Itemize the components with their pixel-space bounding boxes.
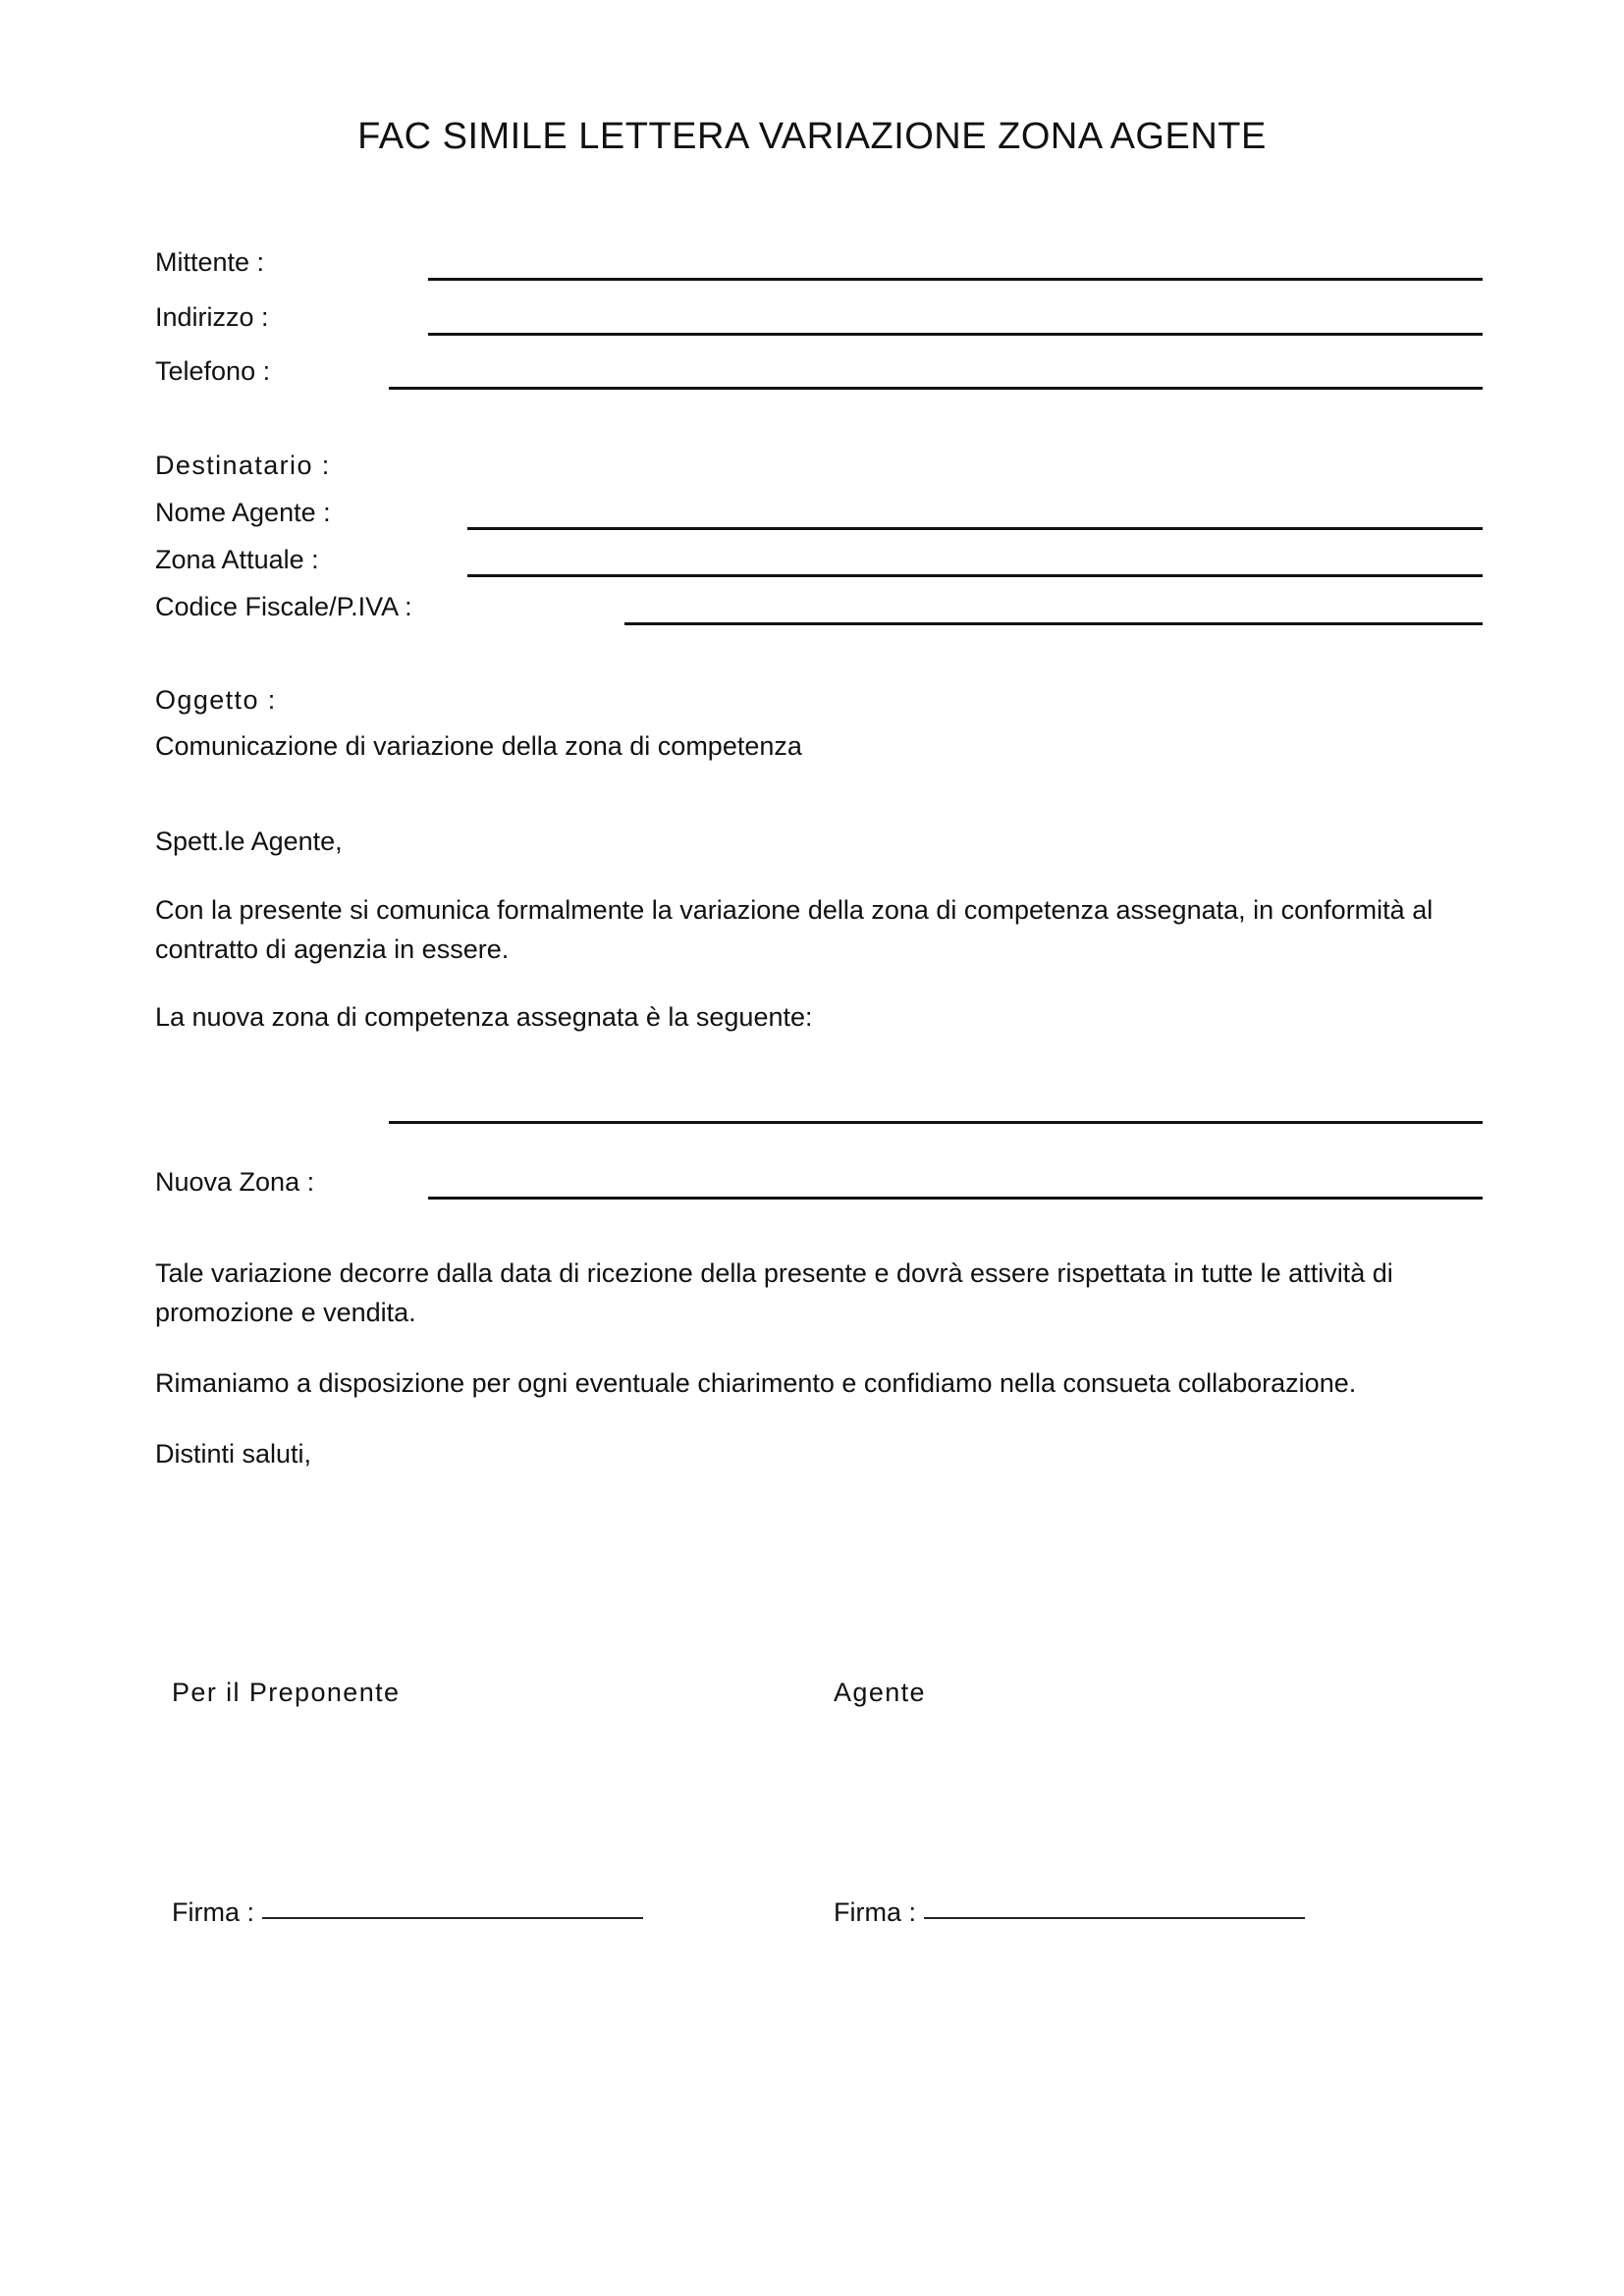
body-paragraph-2: La nuova zona di competenza assegnata è la seguente: xyxy=(155,1002,813,1032)
nuova-zona-field-line[interactable] xyxy=(428,1197,1483,1200)
codice-fiscale-field-line[interactable] xyxy=(624,622,1483,625)
indirizzo-label: Indirizzo : xyxy=(155,302,269,332)
oggetto-text: Comunicazione di variazione della zona di competenza xyxy=(155,731,802,761)
preponente-signature xyxy=(172,1894,643,1931)
codice-fiscale-label: Codice Fiscale/P.IVA : xyxy=(155,592,412,621)
destinatario-heading: Destinatario : xyxy=(155,451,331,480)
oggetto-heading: Oggetto : xyxy=(155,685,277,715)
nuova-zona-label: Nuova Zona : xyxy=(155,1167,315,1197)
preponente-heading: Per il Preponente xyxy=(172,1678,401,1707)
body-paragraph-3: Tale variazione decorre dalla data di ricezione della presente e dovrà essere rispettata in tutte le attività di promozione e vendita. xyxy=(155,1258,1393,1327)
agente-signature xyxy=(834,1894,1305,1931)
zona-attuale-label: Zona Attuale : xyxy=(155,545,319,574)
mittente-field-line[interactable] xyxy=(428,278,1483,281)
closing: Distinti saluti, xyxy=(155,1439,312,1468)
preponente-firma-label: Firma : xyxy=(172,1897,254,1927)
agente-signature-line[interactable] xyxy=(924,1917,1305,1919)
zona-attuale-field-line[interactable] xyxy=(467,574,1483,577)
salutation: Spett.le Agente, xyxy=(155,827,343,856)
telefono-label: Telefono : xyxy=(155,356,271,386)
document-title: FAC SIMILE LETTERA VARIAZIONE ZONA AGENTE xyxy=(357,116,1267,157)
indirizzo-field-line[interactable] xyxy=(428,333,1483,336)
mittente-label: Mittente : xyxy=(155,247,265,277)
telefono-field-line[interactable] xyxy=(389,387,1483,390)
nome-agente-field-line[interactable] xyxy=(467,527,1483,530)
body-paragraph-1: Con la presente si comunica formalmente la variazione della zona di competenza assegnata, in conformità al contratto di agenzia in essere. xyxy=(155,895,1434,964)
agente-firma-label: Firma : xyxy=(834,1897,916,1927)
zona-description-field-line[interactable] xyxy=(389,1121,1483,1124)
body-paragraph-4: Rimaniamo a disposizione per ogni eventuale chiarimento e confidiamo nella consueta collaborazione. xyxy=(155,1368,1357,1398)
preponente-signature-line[interactable] xyxy=(262,1917,643,1919)
agente-heading: Agente xyxy=(834,1678,926,1707)
nome-agente-label: Nome Agente : xyxy=(155,498,331,527)
